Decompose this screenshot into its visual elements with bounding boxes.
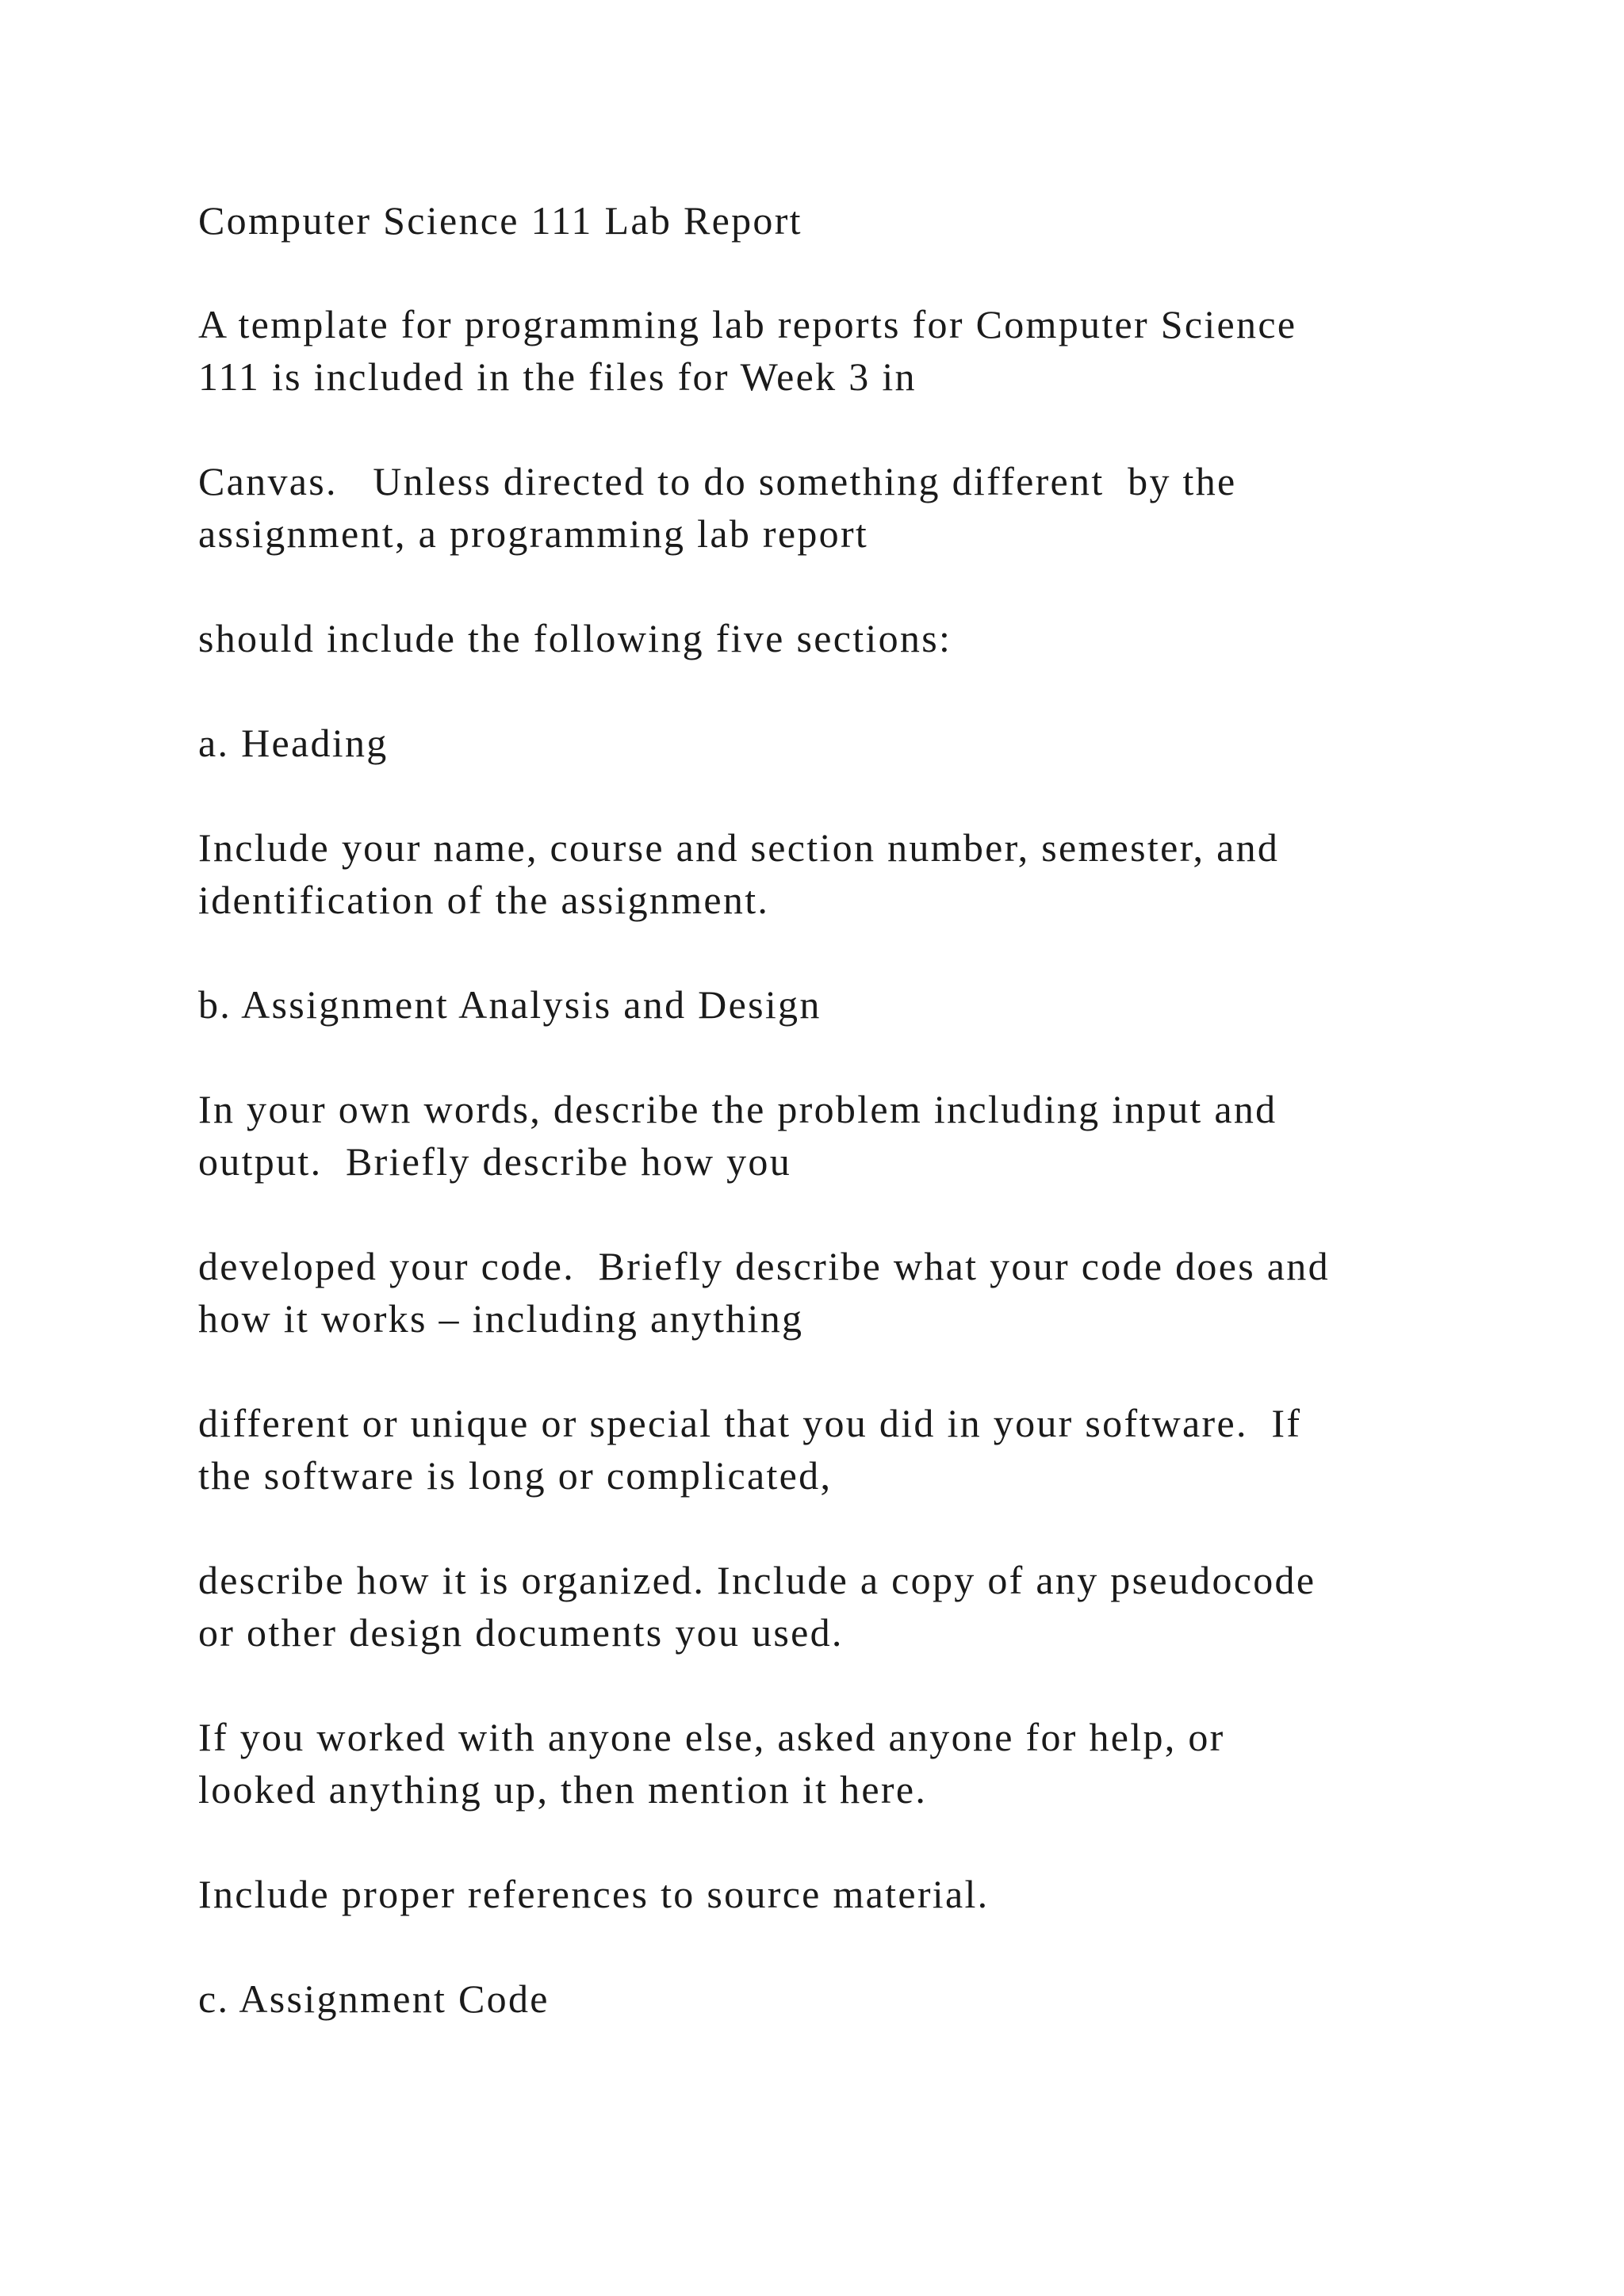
paragraph-line: or other design documents you used. [198, 1610, 844, 1655]
section-heading-b: b. Assignment Analysis and Design [198, 982, 822, 1027]
paragraph-line: looked anything up, then mention it here. [198, 1767, 928, 1812]
paragraph-line: describe how it is organized. Include a copy of any pseudocode [198, 1558, 1316, 1602]
paragraph-line: 111 is included in the files for Week 3 in [198, 354, 917, 399]
paragraph-line: the software is long or complicated, [198, 1453, 833, 1498]
paragraph-line: how it works – including anything [198, 1296, 804, 1341]
paragraph-line: should include the following five sections: [198, 616, 952, 660]
paragraph-line: A template for programming lab reports for Computer Science [198, 302, 1297, 346]
paragraph-line: Canvas. Unless directed to do something different by the [198, 459, 1237, 503]
paragraph-line: In your own words, describe the problem including input and [198, 1087, 1277, 1131]
paragraph-line: Include proper references to source material. [198, 1872, 990, 1916]
section-heading-c: c. Assignment Code [198, 1976, 550, 2021]
paragraph-line: different or unique or special that you did in your software. If [198, 1401, 1302, 1445]
paragraph-line: If you worked with anyone else, asked anyone for help, or [198, 1715, 1225, 1759]
document-title: Computer Science 111 Lab Report [198, 198, 802, 243]
paragraph-line: assignment, a programming lab report [198, 511, 869, 556]
paragraph-line: Include your name, course and section number, semester, and [198, 825, 1280, 870]
paragraph-line: identification of the assignment. [198, 878, 770, 922]
paragraph-line: output. Briefly describe how you [198, 1139, 791, 1184]
section-heading-a: a. Heading [198, 721, 389, 765]
paragraph-line: developed your code. Briefly describe what your code does and [198, 1244, 1330, 1288]
